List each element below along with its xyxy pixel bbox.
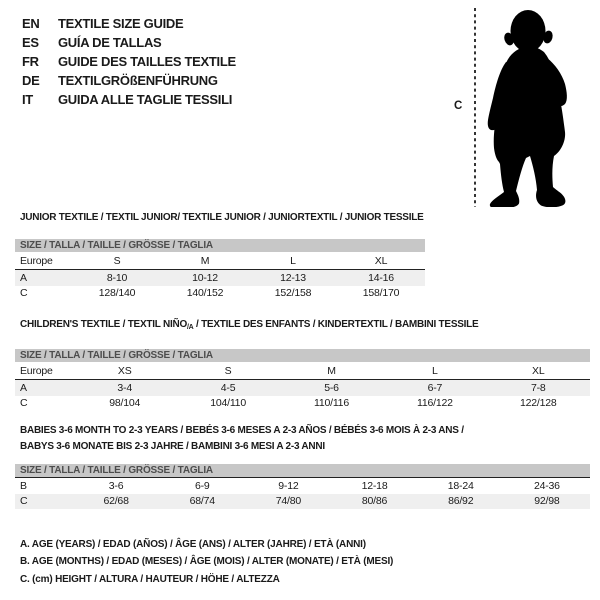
lang-code: IT bbox=[22, 92, 33, 107]
lang-row-it bbox=[22, 90, 236, 109]
junior-textile-section bbox=[15, 212, 425, 301]
title-line-2: BABYS 3-6 MONATE BIS 2-3 JAHRE / BAMBINI 3-6 MESI A 2-3 ANNI bbox=[20, 441, 325, 452]
value-cell: 140/152 bbox=[186, 287, 224, 300]
value-cell: 158/170 bbox=[362, 287, 400, 300]
table-row bbox=[15, 396, 590, 412]
note-height-cm: C. (cm) HEIGHT / ALTURA / HAUTEUR / HÖHE / ALTEZZA bbox=[20, 573, 280, 585]
value-cell: 3-6 bbox=[108, 479, 124, 492]
babies-textile-section bbox=[15, 423, 590, 509]
table-row bbox=[15, 286, 425, 302]
size-cell: M bbox=[161, 252, 249, 270]
value-cell: 68/74 bbox=[159, 494, 245, 510]
size-header-bar: SIZE / TALLA / TAILLE / GRÖSSE / TAGLIA bbox=[15, 239, 425, 252]
lang-label: GUIDA ALLE TAGLIE TESSILI bbox=[58, 92, 233, 107]
babies-size-table bbox=[15, 478, 590, 509]
value-cell: 12-18 bbox=[361, 479, 388, 492]
babies-table-title bbox=[15, 423, 590, 455]
value-cell: 18-24 bbox=[447, 479, 474, 492]
lang-row-en bbox=[22, 14, 236, 33]
lang-row-fr bbox=[22, 52, 236, 71]
size-header-bar: SIZE / TALLA / TAILLE / GRÖSSE / TAGLIA bbox=[15, 349, 590, 362]
language-title-block bbox=[22, 14, 236, 109]
toddler-silhouette-icon bbox=[486, 8, 568, 207]
junior-table-title: JUNIOR TEXTILE / TEXTIL JUNIOR/ TEXTILE JUNIOR / JUNIORTEXTIL / JUNIOR TESSILE bbox=[20, 212, 424, 223]
lang-row-es bbox=[22, 33, 236, 52]
value-cell: 98/104 bbox=[109, 397, 141, 410]
value-cell: 5-6 bbox=[280, 380, 383, 396]
table-row bbox=[15, 494, 590, 510]
value-cell: 8-10 bbox=[73, 270, 161, 286]
legend-notes bbox=[20, 536, 393, 588]
value-cell: 6-7 bbox=[383, 380, 486, 396]
value-cell: 152/158 bbox=[274, 287, 312, 300]
note-age-years: A. AGE (YEARS) / EDAD (AÑOS) / ÂGE (ANS) / ALTER (JAHRE) / ETÀ (ANNI) bbox=[20, 539, 366, 550]
lang-label: GUIDE DES TAILLES TEXTILE bbox=[58, 54, 236, 69]
title-line-1: BABIES 3-6 MONTH TO 2-3 YEARS / BEBÉS 3-6 MESES A 2-3 AÑOS / BÉBÉS 3-6 MOIS À 2-3 ANS / bbox=[20, 425, 464, 436]
childrens-size-table bbox=[15, 362, 590, 411]
size-cell: M bbox=[280, 362, 383, 380]
row-label-cell: A bbox=[15, 270, 73, 286]
value-cell: 12-13 bbox=[249, 270, 337, 286]
lang-code: DE bbox=[22, 73, 40, 88]
value-cell: 110/116 bbox=[313, 397, 349, 410]
size-cell: S bbox=[73, 252, 161, 270]
lang-label: TEXTILE SIZE GUIDE bbox=[58, 16, 184, 31]
value-cell: 62/68 bbox=[73, 494, 159, 510]
region-label-cell: Europe bbox=[15, 252, 73, 270]
junior-size-table bbox=[15, 252, 425, 301]
row-label-cell: C bbox=[20, 287, 28, 300]
lang-label: TEXTILGRÖßENFÜHRUNG bbox=[58, 73, 218, 88]
size-cell: L bbox=[249, 252, 337, 270]
value-cell: 24-36 bbox=[533, 479, 560, 492]
lang-code: EN bbox=[22, 16, 40, 31]
row-label-cell: C bbox=[20, 397, 28, 410]
value-cell: 74/80 bbox=[245, 494, 331, 510]
height-measure-label: C bbox=[454, 100, 463, 112]
value-cell: 3-4 bbox=[73, 380, 176, 396]
table-row bbox=[15, 478, 590, 494]
value-cell: 104/110 bbox=[210, 397, 246, 410]
region-label-cell: Europe bbox=[15, 362, 73, 380]
row-label-cell: C bbox=[15, 494, 73, 510]
lang-code: FR bbox=[22, 54, 39, 69]
lang-row-de bbox=[22, 71, 236, 90]
height-dashed-line-icon bbox=[473, 8, 477, 207]
value-cell: 9-12 bbox=[278, 479, 299, 492]
size-cell: S bbox=[176, 362, 279, 380]
table-row bbox=[15, 252, 425, 270]
size-cell: L bbox=[383, 362, 486, 380]
size-cell: XL bbox=[337, 252, 425, 270]
lang-code: ES bbox=[22, 35, 39, 50]
table-row bbox=[15, 362, 590, 380]
value-cell: 116/122 bbox=[416, 397, 453, 410]
value-cell: 86/92 bbox=[418, 494, 504, 510]
size-header-bar: SIZE / TALLA / TAILLE / GRÖSSE / TAGLIA bbox=[15, 464, 590, 478]
lang-label: GUÍA DE TALLAS bbox=[58, 35, 162, 50]
title-subscript: /A bbox=[186, 324, 194, 331]
value-cell: 80/86 bbox=[331, 494, 417, 510]
value-cell: 7-8 bbox=[487, 380, 590, 396]
value-cell: 128/140 bbox=[98, 287, 136, 300]
value-cell: 92/98 bbox=[504, 494, 590, 510]
value-cell: 4-5 bbox=[176, 380, 279, 396]
value-cell: 122/128 bbox=[520, 397, 557, 410]
note-age-months: B. AGE (MONTHS) / EDAD (MESES) / ÂGE (MOIS) / ALTER (MONATE) / ETÀ (MESI) bbox=[20, 556, 394, 568]
childrens-textile-section bbox=[15, 319, 590, 411]
row-label-cell: A bbox=[15, 380, 73, 396]
childrens-table-title bbox=[15, 319, 590, 334]
size-cell: XL bbox=[487, 362, 590, 380]
table-row bbox=[15, 380, 590, 396]
value-cell: 14-16 bbox=[337, 270, 425, 286]
title-text: CHILDREN'S TEXTILE / TEXTIL NIÑO bbox=[20, 319, 187, 330]
value-cell: 10-12 bbox=[161, 270, 249, 286]
row-label-cell: B bbox=[20, 479, 27, 492]
value-cell: 6-9 bbox=[194, 479, 210, 492]
table-row bbox=[15, 270, 425, 286]
size-cell: XS bbox=[73, 362, 176, 380]
title-text: / TEXTILE DES ENFANTS / KINDERTEXTIL / BAMBINI TESSILE bbox=[193, 319, 479, 330]
